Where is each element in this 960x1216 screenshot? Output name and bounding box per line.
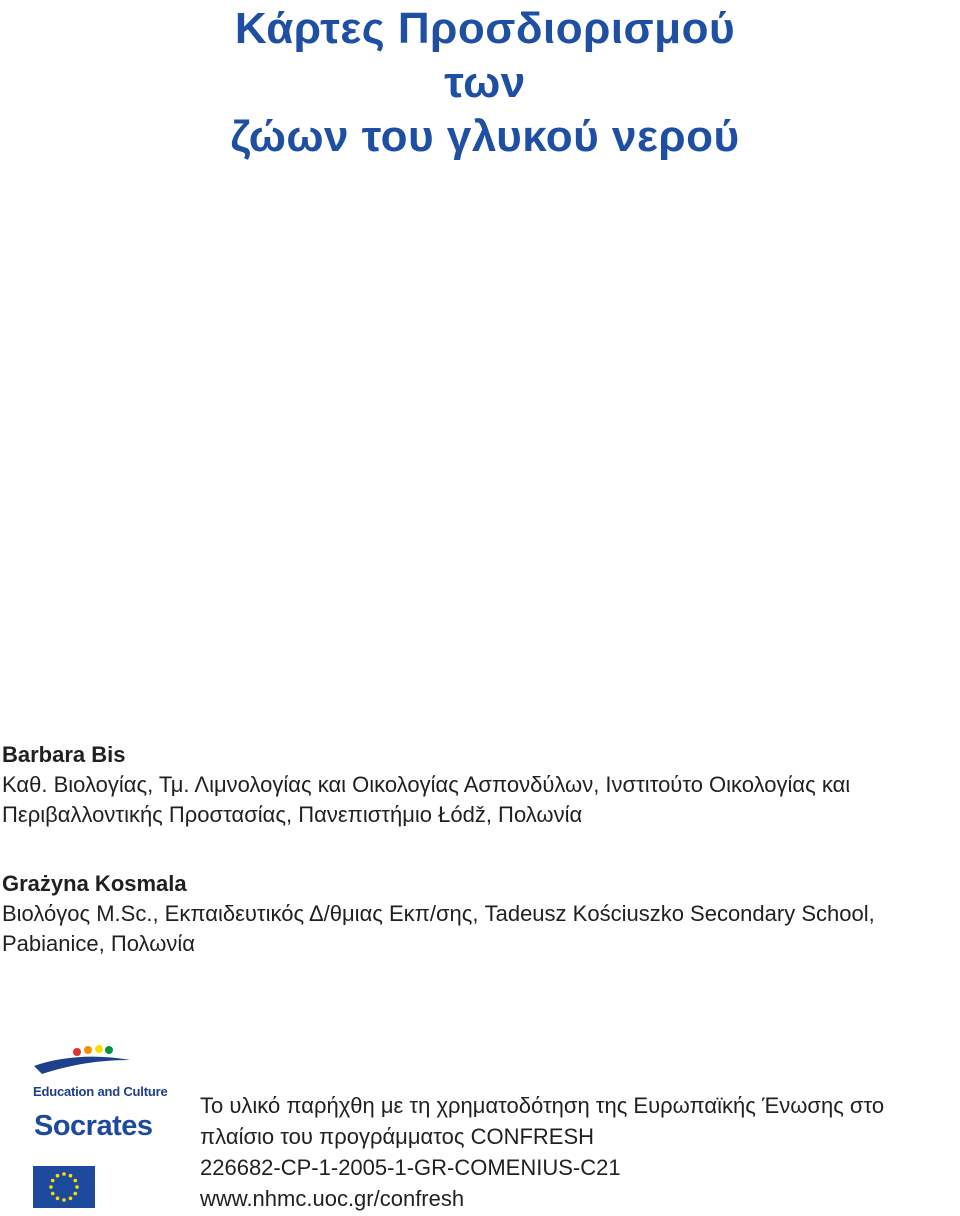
author-block-2: [2, 869, 960, 959]
funding-line-3: 226682-CP-1-2005-1-GR-COMENIUS-C21: [200, 1155, 621, 1180]
funding-url: www.nhmc.uoc.gr/confresh: [200, 1186, 465, 1211]
author-name: Grażyna Kosmala: [2, 871, 187, 896]
author-affiliation: Βιολόγος M.Sc., Εκπαιδευτικός Δ/θμιας Εκπ/σης, Tadeusz Kościuszko Secondary School, Pabianice, Πολωνία: [2, 901, 875, 956]
funding-statement: [200, 1090, 884, 1214]
title-line-1: Κάρτες Προσδιορισμού: [234, 4, 736, 53]
education-and-culture-label: Education and Culture: [33, 1084, 168, 1099]
funding-line-1: Το υλικό παρήχθη με τη χρηματοδότηση της Ευρωπαϊκής Ένωσης στο: [200, 1093, 885, 1118]
author-name: Barbara Bis: [2, 742, 126, 767]
document-title: [160, 2, 810, 164]
author-affiliation: Καθ. Βιολογίας, Τμ. Λιμνολογίας και Οικολογίας Ασπονδύλων, Ινστιτούτο Οικολογίας και Περιβαλλοντικής Προστασίας, Πανεπιστήμιο Łódž, Πολωνία: [2, 772, 851, 827]
title-line-2: των: [444, 58, 526, 107]
eu-flag-icon: [33, 1166, 95, 1208]
socrates-logo-text: Socrates: [34, 1110, 153, 1142]
funding-line-2: πλαίσιο του προγράμματος CONFRESH: [200, 1124, 595, 1149]
title-line-3: ζώων του γλυκού νερού: [230, 112, 740, 161]
author-block-1: [2, 740, 922, 830]
ec-swoosh-icon: [32, 1044, 132, 1078]
